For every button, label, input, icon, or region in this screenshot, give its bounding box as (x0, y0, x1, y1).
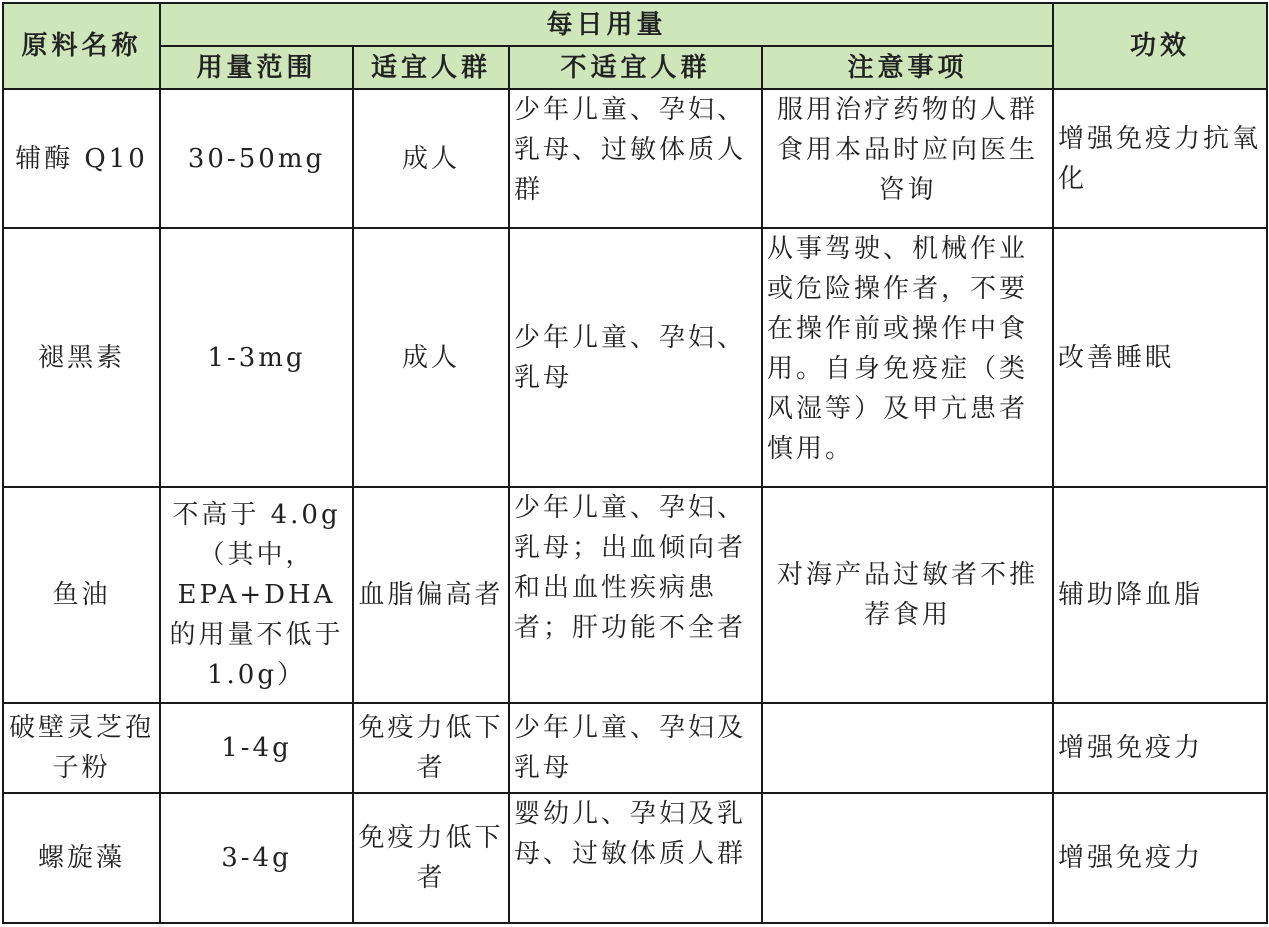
cell-effect: 增强免疫力 (1053, 703, 1267, 793)
header-effect: 功效 (1053, 3, 1267, 89)
cell-suitable: 成人 (353, 228, 509, 487)
header-dose-range: 用量范围 (160, 46, 353, 89)
cell-ingredient: 螺旋藻 (3, 793, 160, 923)
cell-suitable: 免疫力低下者 (353, 703, 509, 793)
cell-notes (762, 703, 1053, 793)
cell-dose: 1-3mg (160, 228, 353, 487)
header-row-1 (3, 3, 1267, 46)
cell-notes: 服用治疗药物的人群食用本品时应向医生咨询 (762, 89, 1053, 228)
cell-unsuitable: 少年儿童、孕妇、乳母；出血倾向者和出血性疾病患者；肝功能不全者 (509, 487, 762, 702)
cell-effect: 增强免疫力 (1053, 793, 1267, 923)
cell-ingredient: 鱼油 (3, 487, 160, 702)
cell-unsuitable: 少年儿童、孕妇、乳母、过敏体质人群 (509, 89, 762, 228)
table-row (3, 487, 1267, 702)
cell-dose: 1-4g (160, 703, 353, 793)
ingredient-table (2, 2, 1268, 924)
cell-notes: 对海产品过敏者不推荐食用 (762, 487, 1053, 702)
cell-suitable: 成人 (353, 89, 509, 228)
cell-unsuitable: 婴幼儿、孕妇及乳母、过敏体质人群 (509, 793, 762, 923)
cell-notes (762, 793, 1053, 923)
header-suitable: 适宜人群 (353, 46, 509, 89)
cell-suitable: 免疫力低下者 (353, 793, 509, 923)
cell-dose: 不高于 4.0g（其中，EPA+DHA 的用量不低于 1.0g） (160, 487, 353, 702)
cell-dose: 3-4g (160, 793, 353, 923)
cell-effect: 改善睡眠 (1053, 228, 1267, 487)
cell-effect: 辅助降血脂 (1053, 487, 1267, 702)
header-daily-dosage: 每日用量 (160, 3, 1053, 46)
cell-dose: 30-50mg (160, 89, 353, 228)
header-unsuitable: 不适宜人群 (509, 46, 762, 89)
cell-suitable: 血脂偏高者 (353, 487, 509, 702)
header-ingredient: 原料名称 (3, 3, 160, 89)
cell-notes: 从事驾驶、机械作业或危险操作者，不要在操作前或操作中食用。自身免疫症（类风湿等）及甲亢患者慎用。 (762, 228, 1053, 487)
cell-ingredient: 破壁灵芝孢子粉 (3, 703, 160, 793)
cell-unsuitable: 少年儿童、孕妇、乳母 (509, 228, 762, 487)
cell-ingredient: 辅酶 Q10 (3, 89, 160, 228)
header-notes: 注意事项 (762, 46, 1053, 89)
table-row (3, 703, 1267, 793)
cell-effect: 增强免疫力抗氧化 (1053, 89, 1267, 228)
table-row (3, 793, 1267, 923)
cell-ingredient: 褪黑素 (3, 228, 160, 487)
table-row (3, 228, 1267, 487)
table-row (3, 89, 1267, 228)
cell-unsuitable: 少年儿童、孕妇及乳母 (509, 703, 762, 793)
